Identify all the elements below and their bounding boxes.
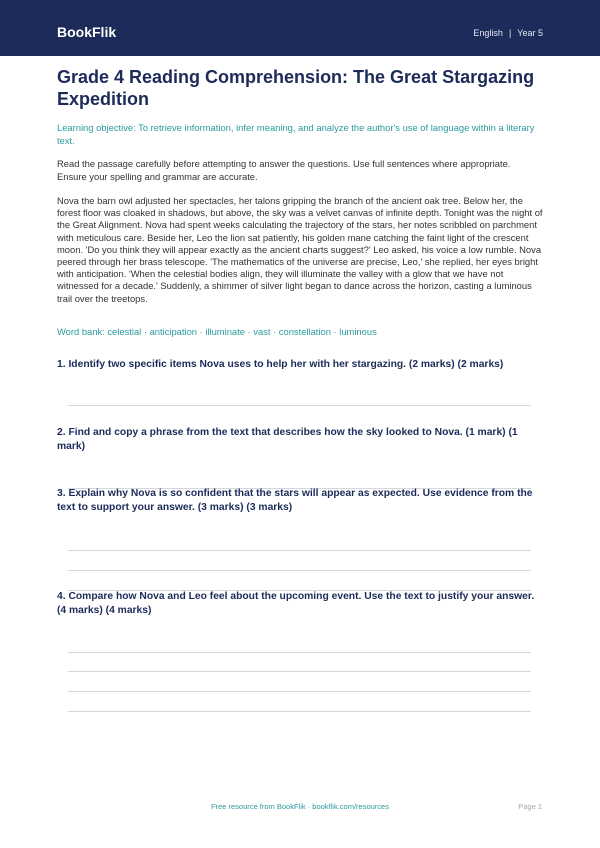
question-3: 3. Explain why Nova is so confident that the stars will appear as expected. Use evidence from the text to support your answer. (3 marks) (3 marks) — [57, 488, 533, 513]
meta-separator: | — [508, 28, 512, 38]
answer-line[interactable] — [68, 405, 531, 406]
answer-line[interactable] — [68, 691, 531, 692]
subject-year-meta — [473, 26, 543, 40]
word-bank: Word bank: celestial · anticipation · illuminate · vast · constellation · luminous — [57, 326, 377, 337]
learning-objective: Learning objective: To retrieve information, infer meaning, and analyze the author's use of language within a literary text. — [57, 122, 535, 146]
question-2: 2. Find and copy a phrase from the text that describes how the sky looked to Nova. (1 mark) (1 mark) — [57, 427, 518, 452]
instructions: Read the passage carefully before attempting to answer the questions. Use full sentences where appropriate. Ensure your spelling and grammar are accurate. — [57, 158, 511, 182]
footer-credit[interactable]: Free resource from BookFlik · bookflik.com/resources — [211, 802, 389, 811]
question-4: 4. Compare how Nova and Leo feel about the upcoming event. Use the text to justify your answer. (4 marks) (4 marks) — [57, 591, 535, 616]
subject-label: English — [473, 28, 503, 38]
answer-line[interactable] — [68, 652, 531, 653]
answer-line[interactable] — [68, 711, 531, 712]
answer-line[interactable] — [68, 550, 531, 551]
page-number: Page 1 — [518, 802, 542, 811]
page-title: Grade 4 Reading Comprehension: The Great Stargazing Expedition — [57, 67, 535, 109]
answer-line[interactable] — [68, 671, 531, 672]
reading-passage: Nova the barn owl adjusted her spectacles, her talons gripping the branch of the ancient oak tree. Below her, the forest floor was cloaked in shadows, but above, the sky was a velvet canvas of infinite depth. Tonight was the night of the Great Alignment. Nova had spent weeks calculating the trajectory of the stars, her notes scribbled on parchment with meticulous care. Beside her, Leo the lion sat patiently, his golden mane catching the faint light of the crescent moon. 'Do you think they will appear exactly as the ancient charts suggest?' Leo asked, his voice a low rumble. Nova peered through her brass telescope. 'The mathematics of the universe are precise, Leo,' she replied, her eyes bright with anticipation. 'When the celestial bodies align, they will illuminate the valley with a glow that we have not witnessed for a decade.' Suddenly, a shimmer of silver light began to dance across the horizon, casting a luminous trail over the treetops. — [57, 195, 543, 304]
question-1: 1. Identify two specific items Nova uses to help her with her stargazing. (2 marks) (2 marks) — [57, 359, 504, 370]
site-header — [0, 0, 600, 56]
answer-line[interactable] — [68, 570, 531, 571]
brand-logo[interactable]: BookFlik — [57, 24, 117, 40]
year-label: Year 5 — [517, 28, 543, 38]
